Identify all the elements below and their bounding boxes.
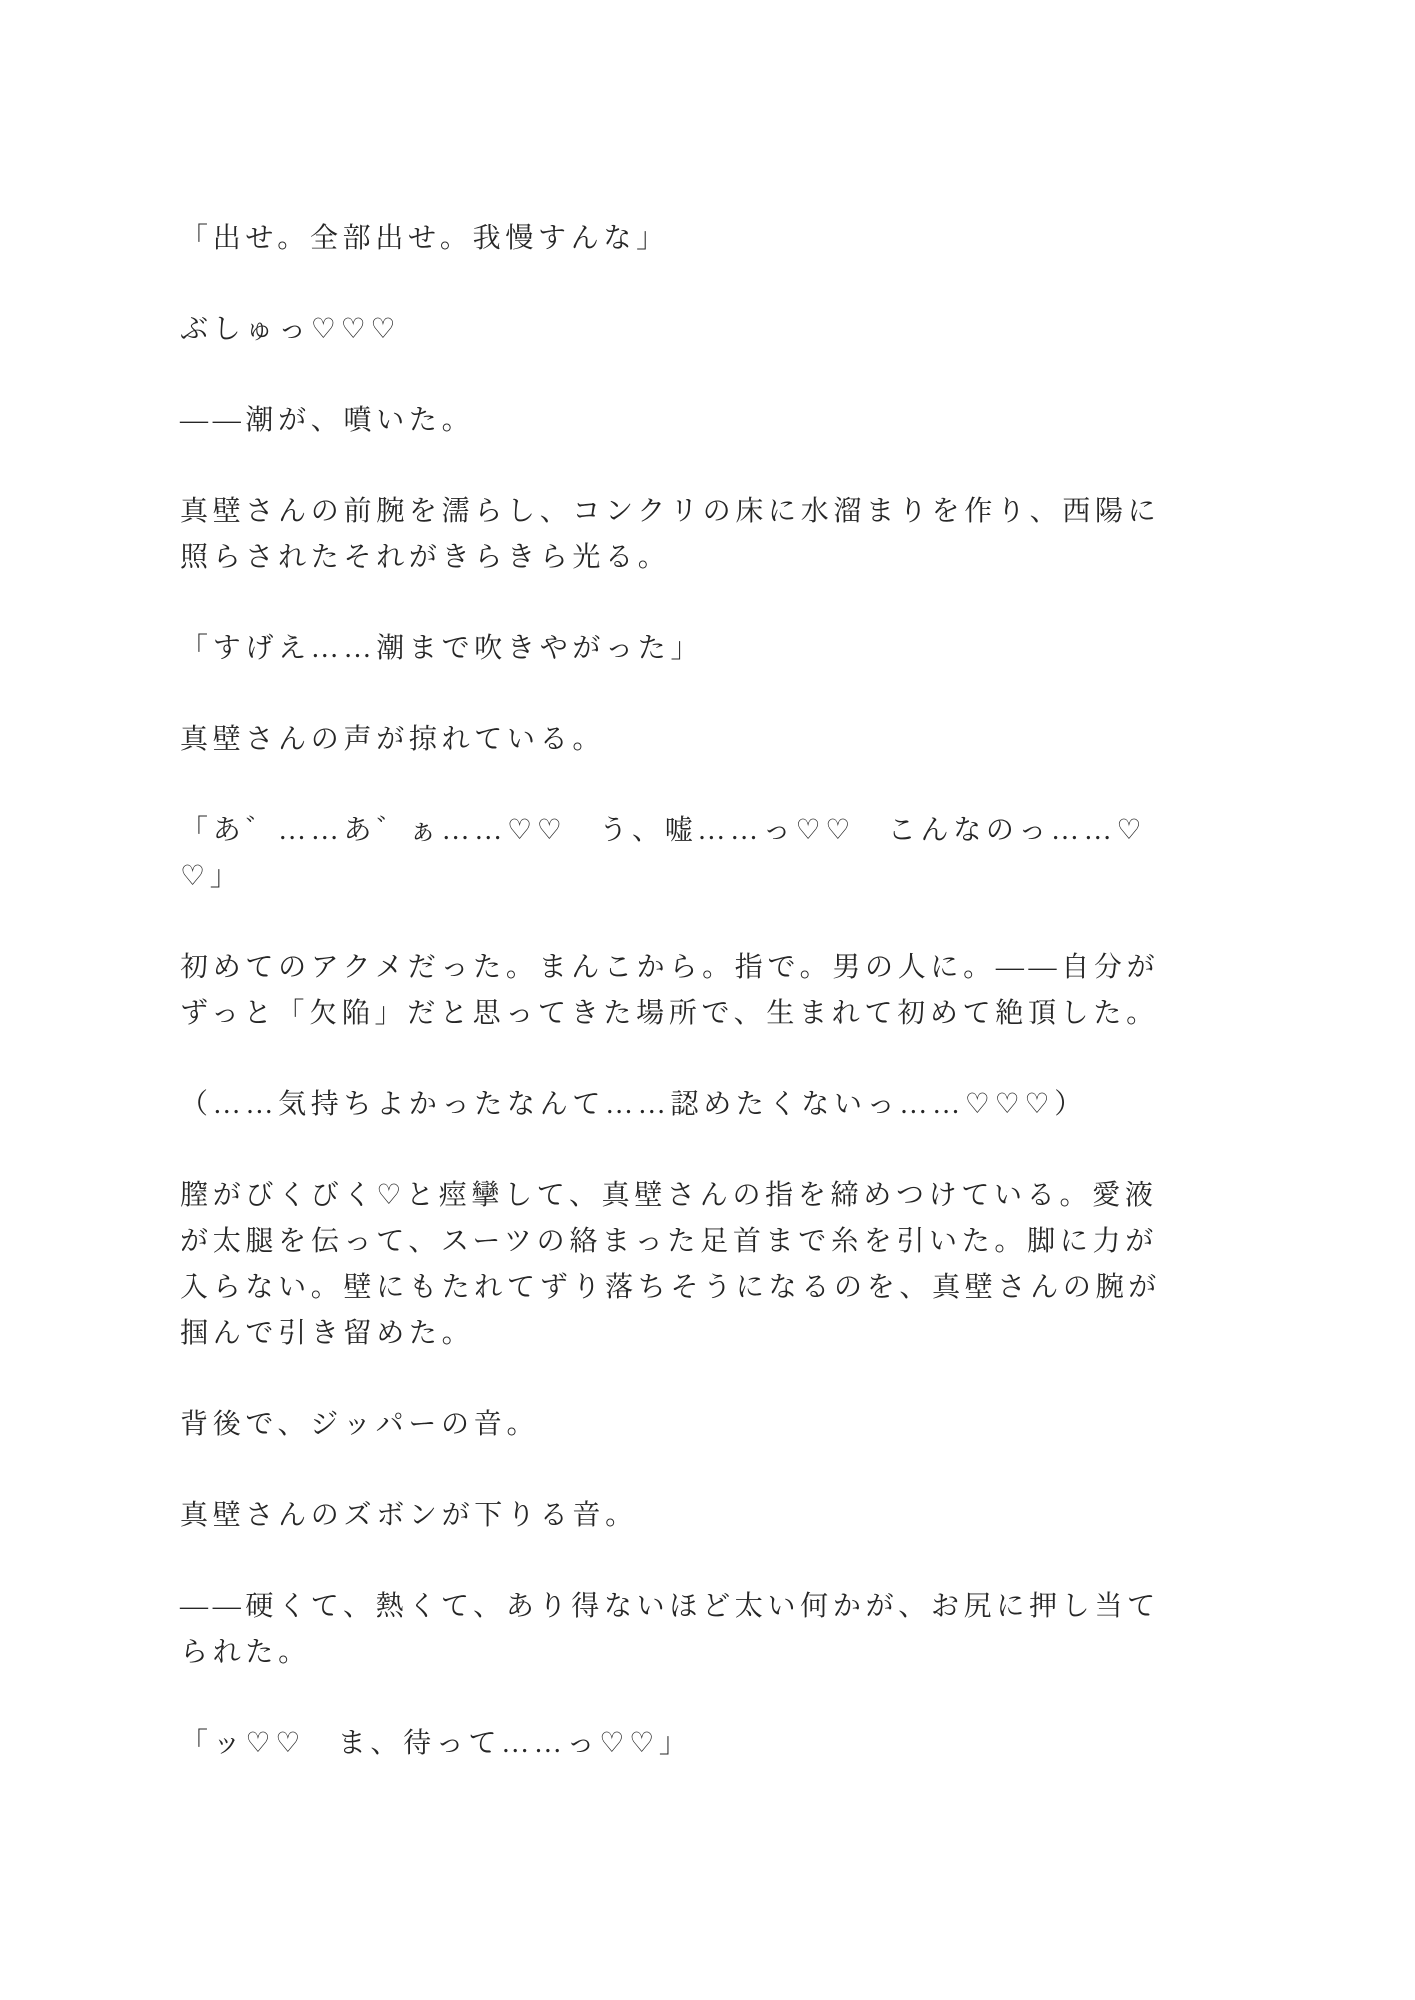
text-line: 真壁さんの声が掠れている。 (180, 724, 606, 755)
paragraph (180, 216, 1161, 262)
text-line: 掴んで引き留めた。 (180, 1318, 475, 1349)
text-line: ——硬くて、熱くて、あり得ないほど太い何かが、お尻に押し当て (180, 1591, 1160, 1622)
text-line: 「ッ♡♡ ま、待って……っ♡♡」 (180, 1728, 692, 1759)
paragraph (180, 1584, 1161, 1676)
paragraph (180, 1721, 1161, 1767)
paragraph (180, 1082, 1161, 1128)
paragraph (180, 626, 1161, 672)
text-line: ——潮が、噴いた。 (180, 405, 475, 436)
text-line: ぶしゅっ♡♡♡ (180, 314, 401, 345)
paragraph (180, 1173, 1161, 1357)
text-line: ずっと「欠陥」だと思ってきた場所で、生まれて初めて絶頂した。 (180, 998, 1159, 1029)
text-line: 膣がびくびく♡と痙攣して、真壁さんの指を締めつけている。愛液 (180, 1180, 1158, 1211)
text-line: 初めてのアクメだった。まんこから。指で。男の人に。——自分が (180, 952, 1160, 983)
paragraph (180, 1493, 1161, 1539)
text-line: 照らされたそれがきらきら光る。 (180, 542, 671, 573)
paragraph (180, 808, 1161, 900)
paragraph (180, 398, 1161, 444)
paragraph (180, 945, 1161, 1037)
text-line: 真壁さんのズボンが下りる音。 (180, 1500, 638, 1531)
paragraph (180, 717, 1161, 763)
text-line: られた。 (180, 1637, 311, 1668)
text-line: 入らない。壁にもたれてずり落ちそうになるのを、真壁さんの腕が (180, 1272, 1162, 1303)
text-line: 「出せ。全部出せ。我慢すんな」 (180, 223, 669, 254)
text-line: 真壁さんの前腕を濡らし、コンクリの床に水溜まりを作り、西陽に (180, 496, 1161, 527)
text-line: 「すげえ……潮まで吹きやがった」 (180, 633, 704, 664)
text-line: が太腿を伝って、スーツの絡まった足首まで糸を引いた。脚に力が (180, 1226, 1158, 1257)
text-line: （……気持ちよかったなんて……認めたくないっ……♡♡♡） (180, 1089, 1087, 1120)
paragraph (180, 307, 1161, 353)
text-line: ♡」 (180, 861, 243, 892)
text-line: 「あ゛……あ゛ぁ……♡♡ う、嘘……っ♡♡ こんなのっ……♡ (180, 815, 1147, 846)
paragraph (180, 1402, 1161, 1448)
paragraph (180, 489, 1161, 581)
text-line: 背後で、ジッパーの音。 (180, 1409, 540, 1440)
